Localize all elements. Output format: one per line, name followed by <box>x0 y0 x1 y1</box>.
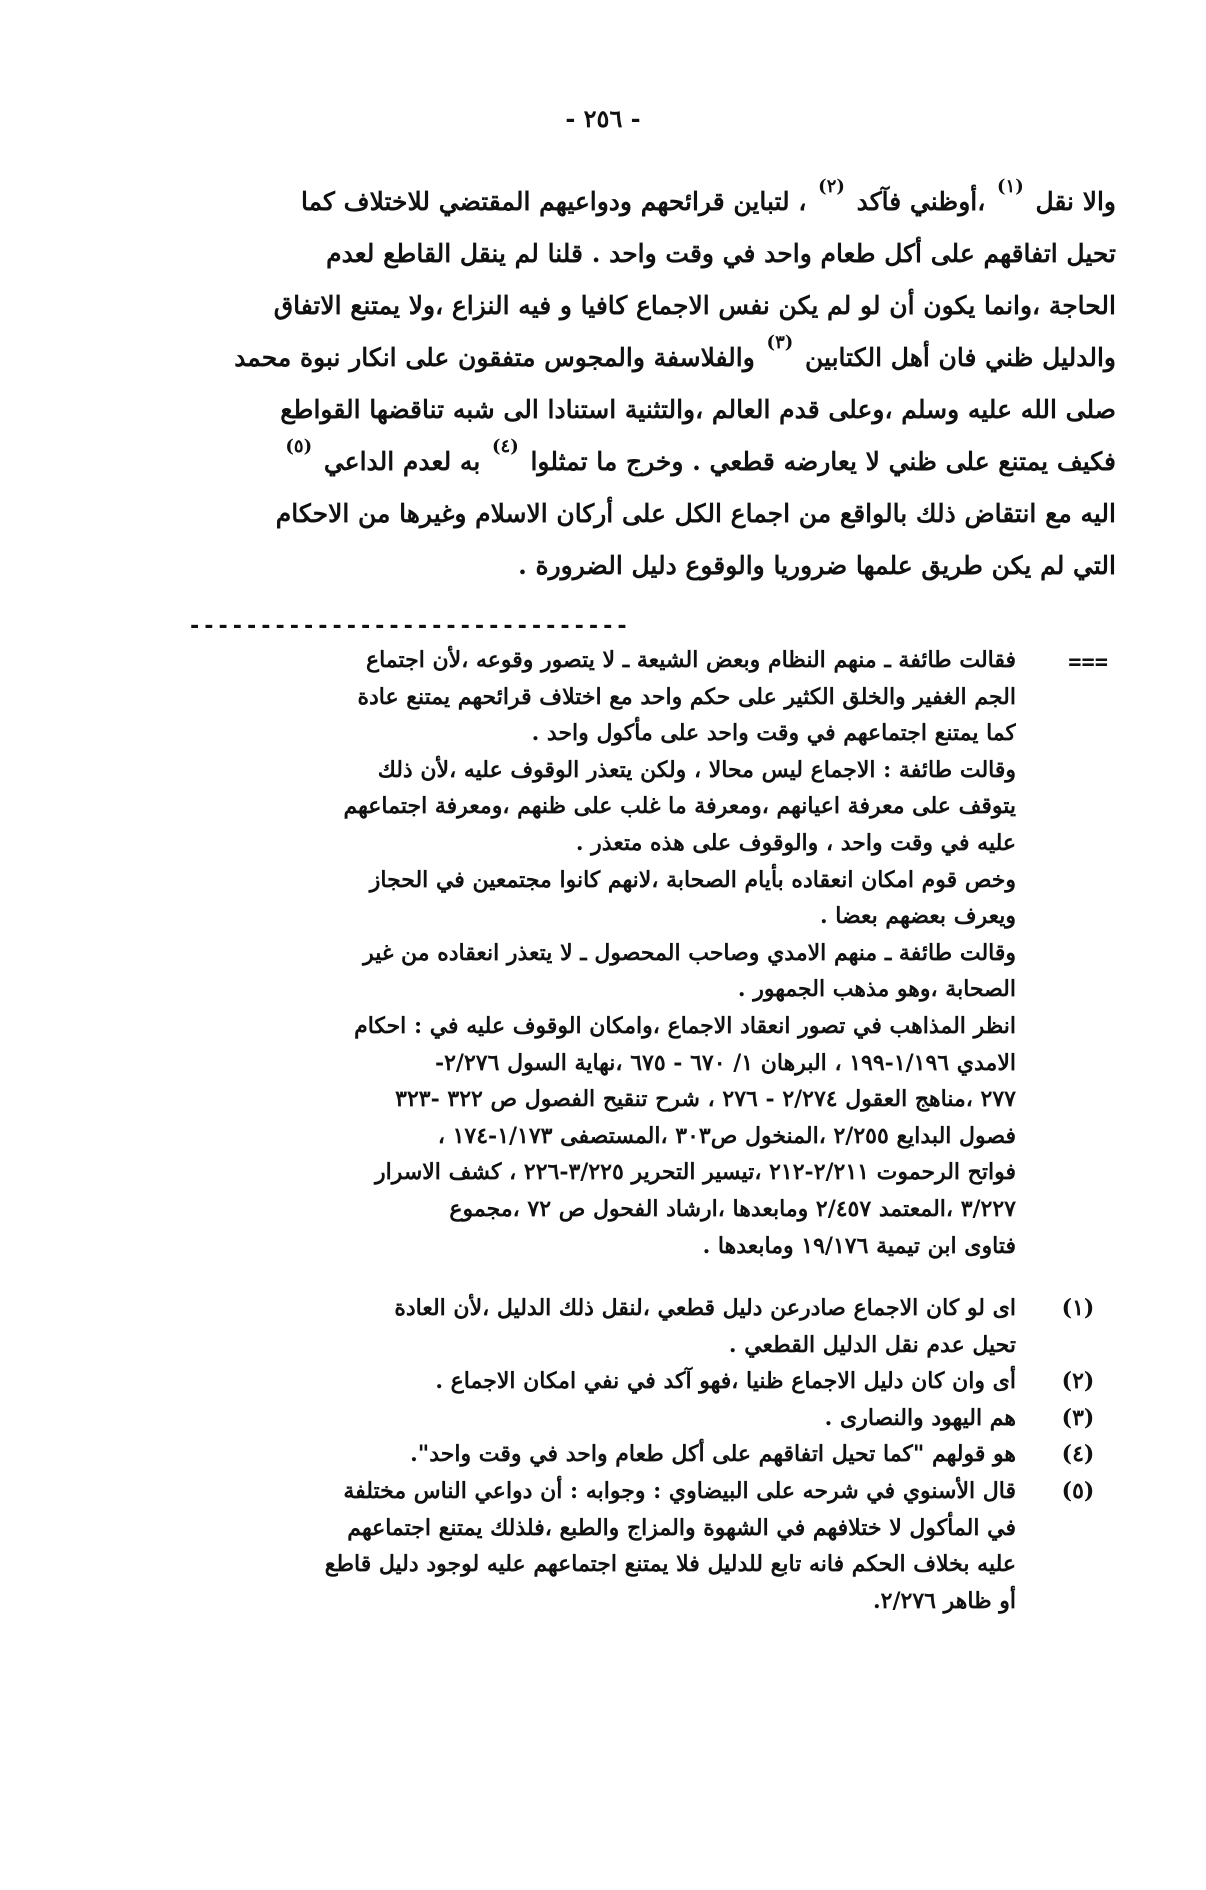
footnote-text: عليه بخلاف الحكم فانه تابع للدليل فلا يمتنع اجتماعهم عليه لوجود دليل قاطع <box>324 1551 1016 1578</box>
footnote-5-cont <box>0 1510 1206 1547</box>
main-line: والدليل ظني فان أهل الكتابين $^{(٣)}$ والفلاسفة والمجوس متفقون على انكار نبوة محمد <box>234 332 1116 372</box>
main-line: تحيل اتفاقهم على أكل طعام واحد في وقت واحد . قلنا لم ينقل القاطع لعدم <box>326 239 1116 268</box>
note-line: ويعرف بعضهم بعضا . <box>819 903 1016 930</box>
footnote-ref: (٢) <box>818 176 845 197</box>
note-line: يتوقف على معرفة اعيانهم ،ومعرفة ما غلب على ظنهم ،ومعرفة اجتماعهم <box>343 793 1016 820</box>
note-line: فتاوى ابن تيمية ١٩/١٧٦ ومابعدها . <box>702 1232 1016 1259</box>
note-line: عليه في وقت واحد ، والوقوف على هذه متعذر . <box>575 829 1016 856</box>
main-line: التي لم يكن طريق علمها ضروريا والوقوع دليل الضرورة . <box>518 551 1116 580</box>
footnote-3 <box>0 1400 1206 1437</box>
main-line: صلى الله عليه وسلم ،وعلى قدم العالم ،والتثنية استنادا الى شبه تناقضها القواطع <box>280 395 1116 424</box>
footnote-text: في المأكول لا ختلافهم في الشهوة والمزاج والطبع ،فلذلك يمتنع اجتماعهم <box>347 1514 1016 1541</box>
footnote-text: هم اليهود والنصارى . <box>824 1404 1016 1431</box>
note-line: ٣/٢٢٧ ،المعتمد ٢/٤٥٧ ومابعدها ،ارشاد الفحول ص ٧٢ ،مجموع <box>449 1195 1016 1222</box>
footnote-text: أو ظاهر ٢/٢٧٦. <box>873 1587 1016 1614</box>
continued-footnote <box>156 642 1016 1264</box>
note-line: انظر المذاهب في تصور انعقاد الاجماع ،وامكان الوقوف عليه في : احكام <box>354 1012 1016 1039</box>
note-line: كما يمتنع اجتماعهم في وقت واحد على مأكول واحد . <box>531 720 1016 747</box>
footnote-4 <box>0 1436 1206 1473</box>
footnote-number: (٣) <box>1061 1404 1095 1431</box>
continuation-mark: === <box>1068 650 1108 675</box>
footnote-1 <box>0 1290 1206 1327</box>
footnote-text: تحيل عدم نقل الدليل القطعي . <box>728 1331 1016 1358</box>
note-line: فقالت طائفة ـ منهم النظام وبعض الشيعة ـ لا يتصور وقوعه ،لأن اجتماع <box>365 647 1016 673</box>
footnote-text: قال الأسنوي في شرحه على البيضاوي : وجوابه : أن دواعي الناس مختلفة <box>343 1477 1016 1504</box>
note-line: وقالت طائفة : الاجماع ليس محالا ، ولكن يتعذر الوقوف عليه ،لأن ذلك <box>377 756 1016 783</box>
main-line: فكيف يمتنع على ظني لا يعارضه قطعي . وخرج ما تمثلوا $^{(٤)}$ به لعدم الداعي $^{(٥)}$ <box>176 436 1116 488</box>
footnote-ref: (٣) <box>766 332 794 353</box>
main-line: اليه مع انتقاض ذلك بالواقع من اجماع الكل على أركان الاسلام وغيرها من الاحكام <box>275 499 1116 528</box>
main-line: الحاجة ،وانما يكون أن لو لم يكن نفس الاجماع كافيا و فيه النزاع ،ولا يمتنع الاتفاق <box>273 291 1116 320</box>
footnote-number: (٢) <box>1061 1368 1095 1395</box>
footnote-1-cont <box>0 1327 1206 1364</box>
note-line: الامدي ١/١٩٦-١٩٩ ، البرهان ١/ ٦٧٠ - ٦٧٥ ،نهاية السول ٢/٢٧٦- <box>434 1049 1016 1076</box>
footnote-number: (٥) <box>1061 1477 1095 1504</box>
page-number: - ٢٥٦ - <box>565 104 641 133</box>
note-line: فصول البدايع ٢/٢٥٥ ،المنخول ص٣٠٣ ،المستصفى ١/١٧٣-١٧٤ ، <box>437 1122 1016 1149</box>
footnote-text: هو قولهم "كما تحيل اتفاقهم على أكل طعام واحد في وقت واحد". <box>410 1441 1016 1468</box>
footnote-5 <box>0 1473 1206 1510</box>
footnote-divider: ------------------------------- <box>188 614 630 639</box>
footnote-number: (١) <box>1061 1295 1095 1321</box>
note-line: الجم الغفير والخلق الكثير على حكم واحد مع اختلاف قرائحهم يمتنع عادة <box>357 683 1016 710</box>
note-line: وخص قوم امكان انعقاده بأيام الصحابة ،لانهم كانوا مجتمعين في الحجاز <box>369 866 1016 893</box>
footnote-2 <box>0 1363 1206 1400</box>
footnote-number: (٤) <box>1061 1441 1095 1468</box>
main-line: والا نقل $^{(١)}$ ،أوظني فآكد $^{(٢)}$ ، لتباين قرائحهم ودواعيهم المقتضي للاختلاف كما <box>300 176 1116 216</box>
footnotes-list <box>0 1290 1206 1619</box>
footnote-ref: (٤) <box>492 436 519 457</box>
note-line: وقالت طائفة ـ منهم الامدي وصاحب المحصول ـ لا يتعذر انعقاده من غير <box>363 939 1016 966</box>
main-body-text <box>176 176 1116 592</box>
footnote-text: أى وان كان دليل الاجماع ظنيا ،فهو آكد في نفي امكان الاجماع . <box>435 1368 1016 1395</box>
note-line: فواتح الرحموت ٢/٢١١-٢١٢ ،تيسير التحرير ٣/٢٢٥-٢٢٦ ، كشف الاسرار <box>374 1159 1016 1186</box>
note-line: الصحابة ،وهو مذهب الجمهور . <box>737 976 1016 1003</box>
footnote-ref: (٥) <box>285 436 313 457</box>
note-line: ٢٧٧ ،مناهج العقول ٢/٢٧٤ - ٢٧٦ ، شرح تنقيح الفصول ص ٣٢٢ -٣٢٣ <box>395 1086 1016 1113</box>
footnote-ref: (١) <box>997 176 1024 197</box>
footnote-text: اى لو كان الاجماع صادرعن دليل قطعي ،لنقل ذلك الدليل ،لأن العادة <box>394 1295 1016 1321</box>
footnote-5-cont <box>0 1546 1206 1583</box>
footnote-5-cont <box>0 1583 1206 1620</box>
